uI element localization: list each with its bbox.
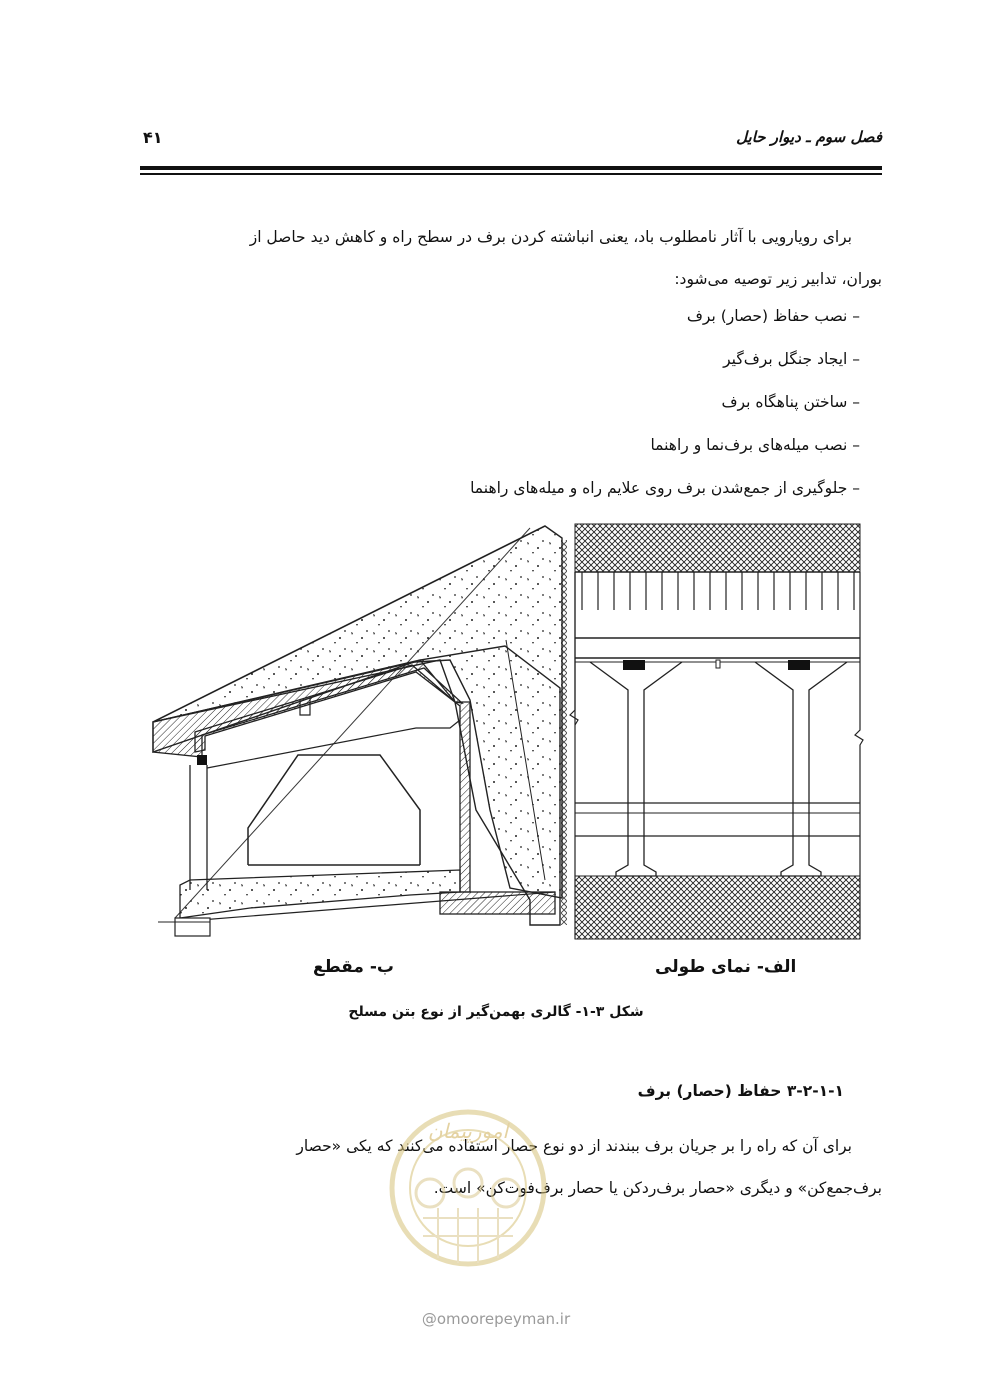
figure-caption: شکل ۳-۱- گالری بهمن‌گیر از نوع بتن مسلح <box>348 1004 644 1020</box>
watermark-seal <box>388 1098 548 1283</box>
header-rule-thick <box>140 166 882 170</box>
section-heading: ۳-۲-۱-۱ حفاظ (حصار) برف <box>637 1082 844 1100</box>
section-line-2: برف‌جمع‌کن» و دیگری «حصار برف‌ردکن یا حصار برف‌فوت‌کن» است. <box>433 1179 882 1197</box>
page-number: ۴۱ <box>143 128 163 147</box>
chapter-title: فصل سوم ـ دیوار حایل <box>736 128 882 146</box>
intro-line-2: بوران، تدابیر زیر توصیه می‌شود: <box>674 270 882 288</box>
section-line-1: برای آن که راه را بر جریان برف ببندند از دو نوع حصار استفاده می‌کنند که یکی «حصار <box>296 1137 852 1155</box>
seal-text: امورپیمان <box>427 1119 509 1143</box>
cross-section-view <box>153 526 567 936</box>
list-item: – ایجاد جنگل برف‌گیر <box>723 350 860 368</box>
figure-label-a: الف- نمای طولی <box>655 957 797 977</box>
at-icon: @ <box>421 1310 437 1328</box>
intro-line-1: برای رویارویی با آثار نامطلوب باد، یعنی انباشته کردن برف در سطح راه و کاهش دید حاصل از <box>249 228 852 246</box>
measures-list <box>470 300 860 515</box>
figure-label-b: ب- مقطع <box>313 957 394 977</box>
list-item: – ساختن پناهگاه برف <box>721 393 860 411</box>
header-rule-thin <box>140 173 882 175</box>
avalanche-gallery-drawing <box>150 520 870 945</box>
longitudinal-view <box>570 524 863 939</box>
intro-paragraph <box>143 216 882 300</box>
list-item: – نصب میله‌های برف‌نما و راهنما <box>650 436 860 454</box>
list-item: – جلوگیری از جمع‌شدن برف روی علایم راه و میله‌های راهنما <box>470 479 860 497</box>
watermark-url: omoorepeyman.ir <box>436 1310 571 1328</box>
watermark-site <box>0 1310 992 1328</box>
list-item: – نصب حفاظ (حصار) برف <box>686 307 860 325</box>
